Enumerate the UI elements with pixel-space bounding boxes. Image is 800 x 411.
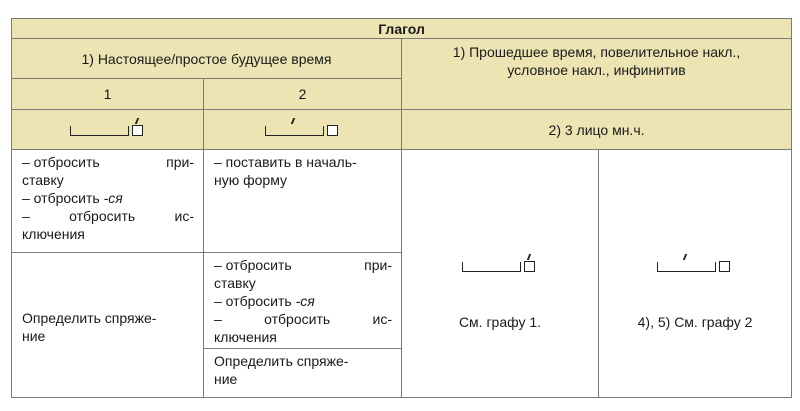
col1-steps-line2: ставку [22, 172, 64, 188]
col1-steps-line4-mid: отбросить [69, 208, 136, 224]
col2-conjugation-line1: Определить спряже- [214, 353, 349, 369]
col2-steps [204, 150, 402, 253]
col1-schema-cell [12, 110, 204, 150]
col2-number: 2 [204, 79, 402, 110]
col2-steps-2 [204, 253, 402, 349]
see-col1-text: См. графу 1. [458, 313, 542, 330]
stem-ending-stressed-ending-icon [66, 118, 150, 142]
col2-steps2-line4-mid: отбросить [264, 311, 331, 327]
see-col2-cell [599, 150, 792, 398]
col1-steps-line1-left: – отбросить [22, 154, 100, 170]
see-col2-text: 4), 5) См. графу 2 [637, 313, 753, 330]
past-header-line1: 1) Прошедшее время, повелительное накл., [452, 44, 741, 60]
third-person-plural: 2) 3 лицо мн.ч. [402, 110, 792, 150]
past-header-line2: условное накл., инфинитив [507, 62, 686, 78]
table-title: Глагол [12, 19, 792, 39]
col2-steps2-line3-prefix: – отбросить [214, 293, 296, 309]
col2-steps2-line2: ставку [214, 275, 256, 291]
col1-steps-line4-dash: – [22, 208, 30, 224]
col1-steps-line3-suffix: -ся [103, 190, 123, 206]
col1-steps-line1-right: при- [166, 154, 194, 170]
col2-steps2-line3 [214, 292, 392, 310]
col2-conjugation [204, 349, 402, 398]
col2-steps2-line4-right: ис- [372, 311, 392, 327]
col1-number: 1 [12, 79, 204, 110]
stem-ending-stressed-stem-icon [653, 254, 737, 278]
past-header [402, 39, 792, 110]
col1-steps [12, 150, 204, 253]
col1-steps-line4-right: ис- [174, 208, 194, 224]
col1-conjugation [12, 253, 204, 398]
col2-conjugation-line2: ние [214, 371, 238, 387]
stem-ending-stressed-stem-icon [261, 118, 345, 142]
present-future-header-text: 1) Настоящее/простое будущее время [81, 50, 332, 67]
col2-steps-line1: – поставить в началь- [214, 154, 357, 170]
col2-steps2-line3-suffix: -ся [295, 293, 315, 309]
col1-conjugation-line2: ние [22, 327, 46, 344]
col1-conjugation-line1: Определить спряже- [22, 309, 157, 326]
col2-steps2-line1-left: – отбросить [214, 257, 292, 273]
col1-steps-line3-prefix: – отбросить [22, 190, 104, 206]
verb-table [11, 18, 792, 398]
col2-steps2-line4-dash: – [214, 311, 222, 327]
col2-schema-cell [204, 110, 402, 150]
col2-steps2-line5: ключения [214, 329, 277, 345]
stem-ending-stressed-ending-icon [458, 254, 542, 278]
col2-steps2-line1-right: при- [364, 257, 392, 273]
col1-steps-line3 [22, 189, 194, 207]
see-col1-cell [402, 150, 599, 398]
col1-steps-line5: ключения [22, 226, 85, 242]
col2-steps-line2: ную форму [214, 172, 287, 188]
present-future-header [12, 39, 402, 79]
